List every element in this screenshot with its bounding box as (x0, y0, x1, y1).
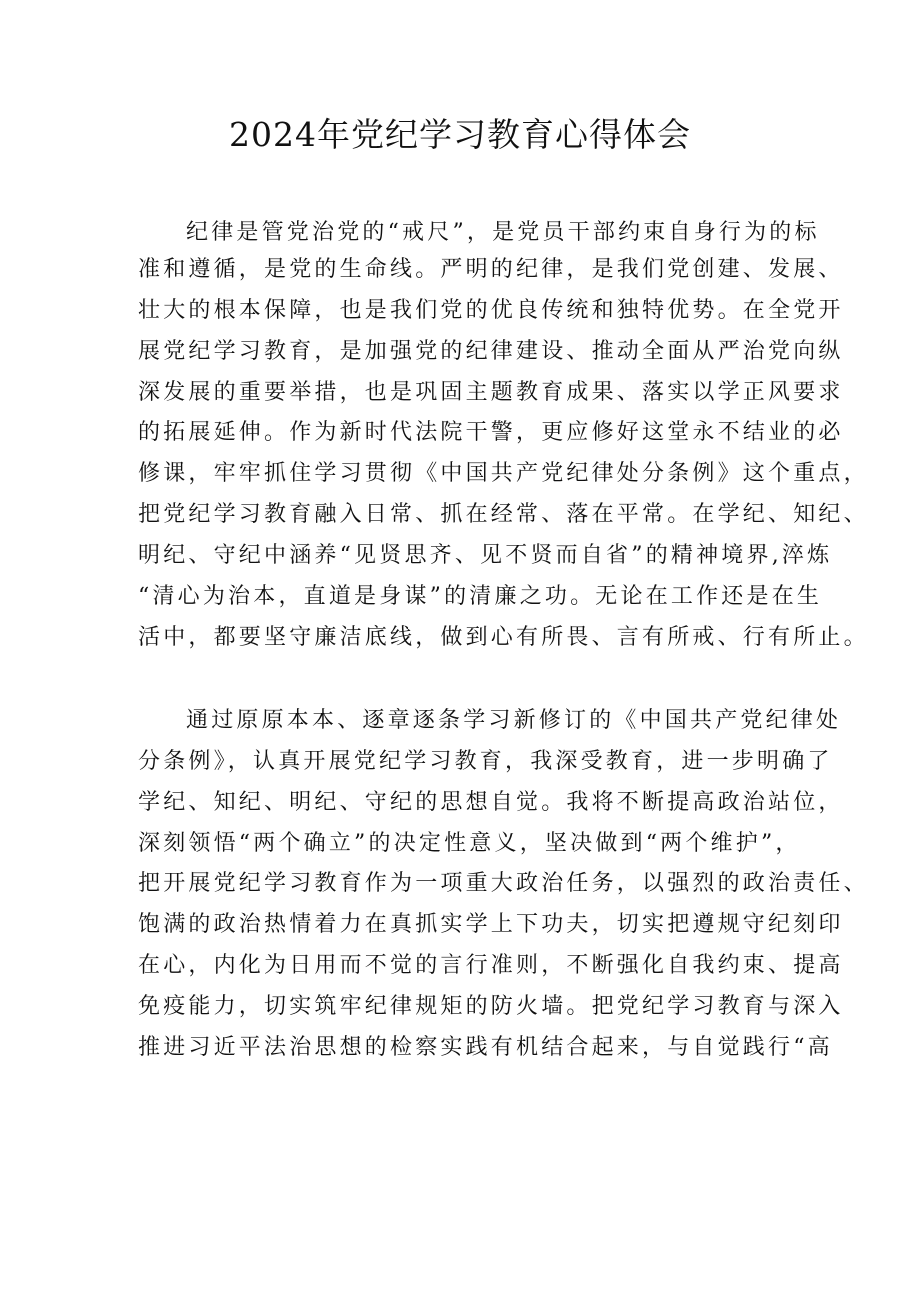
paragraph-2-line-2: 分条例》，认真开展党纪学习教育，我深受教育，进一步明确了 (138, 749, 833, 774)
paragraph-1-line-3: 壮大的根本保障，也是我们党的优良传统和独特优势。在全党开 (138, 298, 844, 323)
paragraph-2-line-8: 免疫能力，切实筑牢纪律规矩的防火墙。把党纪学习教育与深入 (138, 994, 844, 1019)
paragraph-1-line-1: 纪律是管党治党的“戒尺”，是党员干部约束自身行为的标 (186, 220, 820, 245)
paragraph-1-line-6: 的拓展延伸。作为新时代法院干警，更应修好这堂永不结业的必 (138, 420, 844, 445)
paragraph-2-line-1: 通过原原本本、逐章逐条学习新修订的《中国共产党纪律处 (186, 708, 842, 733)
paragraph-1-line-2: 准和遵循，是党的生命线。严明的纪律，是我们党创建、发展、 (138, 257, 844, 282)
paragraph-2-line-9: 推进习近平法治思想的检察实践有机结合起来，与自觉践行“高 (138, 1035, 833, 1060)
paragraph-2-line-7: 在心，内化为日用而不觉的言行准则，不断强化自我约束、提高 (138, 953, 844, 978)
paragraph-1-line-5: 深发展的重要举措，也是巩固主题教育成果、落实以学正风要求 (138, 380, 844, 405)
paragraph-1-line-11: 活中，都要坚守廉洁底线，做到心有所畏、言有所戒、行有所止。 (138, 625, 869, 650)
paragraph-1-line-8: 把党纪学习教育融入日常、抓在经常、落在平常。在学纪、知纪、 (138, 502, 869, 527)
paragraph-2-line-6: 饱满的政治热情着力在真抓实学上下功夫，切实把遵规守纪刻印 (138, 912, 844, 937)
paragraph-1-line-10: “清心为治本，直道是身谋”的清廉之功。无论在工作还是在生 (138, 584, 823, 609)
paragraph-2-line-3: 学纪、知纪、明纪、守纪的思想自觉。我将不断提高政治站位， (138, 790, 844, 815)
paragraph-2-line-4: 深刻领悟“两个确立”的决定性意义，坚决做到“两个维护”， (138, 831, 801, 856)
document-title: 2024年党纪学习教育心得体会 (229, 115, 691, 154)
paragraph-1-line-9: 明纪、守纪中涵养“见贤思齐、见不贤而自省”的精神境界,淬炼 (138, 543, 833, 568)
paragraph-2-line-5: 把开展党纪学习教育作为一项重大政治任务，以强烈的政治责任、 (138, 871, 869, 896)
paragraph-1-line-4: 展党纪学习教育，是加强党的纪律建设、推动全面从严治党向纵 (138, 339, 844, 364)
paragraph-1-line-7: 修课，牢牢抓住学习贯彻《中国共产党纪律处分条例》这个重点， (138, 461, 869, 486)
